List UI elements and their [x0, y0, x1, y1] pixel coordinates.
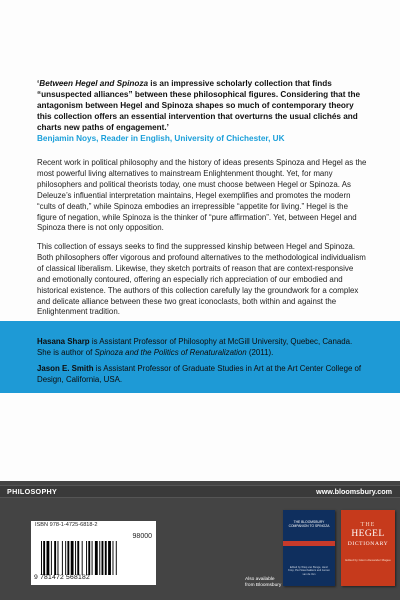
editor-bio-sharp [37, 337, 367, 359]
quote-text: is an impressive scholarly collection that finds “unsuspected alliances” between these philosophical figures. Considering that the antagonism between Hegel and Spinoza shapes so much of contemporary theory this collection offers an essential intervention that overturns the usual clichés and charts new paths of engagement.’ [37, 79, 361, 133]
isbn-text: ISBN 978-1-4725-6818-2 [35, 522, 98, 528]
editor-bio-sharp-end: (2011). [246, 347, 274, 357]
book-cover-editors: Edited by Wiep van Bunge, Henri Krop, Piet Steenbakkers and Jeroen van de Ven [288, 566, 330, 576]
editor-book-title: Spinoza and the Politics of Renaturalization [94, 347, 247, 357]
spinoza-companion-cover [283, 510, 335, 586]
hegel-dictionary-cover [341, 510, 395, 586]
price-code: 98000 [132, 533, 152, 540]
also-available-text: Also available from Bloomsbury [245, 577, 282, 588]
also-available-label [245, 577, 281, 589]
book-cover-title: THE BLOOMSBURY COMPANION TO SPINOZA [288, 520, 330, 529]
book-cover-the: THE [360, 522, 376, 528]
publisher-website: www.bloomsbury.com [316, 487, 392, 496]
book-cover-stripe [283, 541, 335, 546]
quote-attribution: Benjamin Noys, Reader in English, University of Chichester, UK [37, 134, 285, 144]
description-paragraph-1: Recent work in political philosophy and the history of ideas presents Spinoza and Hegel as the most powerful living alternatives to mainstream Enlightenment thought. Yet, for many philosophers and political theorists today, one must choose between Hegel or Spinoza. As Deleuze’s influential interpretation maintains, Hegel exemplifies and promotes the modern “cults of death,” while Spinoza embodies an irrepressible “appetite for living.” Hegel is the figure of negation, while Spinoza is the thinker of “pure affirmation”. Yet, between Hegel and Spinoza there is not only opposition. [37, 158, 367, 233]
editor-name-smith: Jason E. Smith [37, 364, 94, 373]
barcode-panel [31, 521, 156, 585]
editor-bio-smith [37, 364, 367, 386]
endorsement-quote [37, 78, 365, 145]
barcode-digits: 9 781472 568182 [34, 574, 90, 581]
book-cover-hegel: HEGEL [351, 529, 385, 539]
book-cover-dictionary: DICTIONARY [347, 541, 389, 547]
editor-name-sharp: Hasana Sharp [37, 337, 90, 346]
description-paragraph-2: This collection of essays seeks to find the suppressed kinship between Hegel and Spinoza. Both philosophers offer vigorous and profound alternatives to the methodological individualism of classical liberalism. Likewise, they sketch portraits of reason that are context-responsive and emotionally contoured, offering an especially rich appreciation of our embodied and historical existence. The authors of this collection carefully lay the groundwork for a complex and delicate alliance between these two great iconoclasts, both within and against the Enlightenment tradition. [37, 242, 366, 317]
book-cover-editor: Edited by Glenn Alexander Magee [345, 558, 391, 562]
quote-open-mark: ‘ [37, 79, 40, 88]
barcode-graphic [41, 541, 149, 575]
editor-bio-sharp-text: is Assistant Professor of Philosophy at McGill University, Quebec, Canada. She is author of [37, 337, 353, 357]
editor-bio-smith-text: is Assistant Professor of Graduate Studies in Art at the Art Center College of Design, California, USA. [37, 364, 362, 384]
subject-label: PHILOSOPHY [7, 487, 58, 496]
quote-book-title: Between Hegel and Spinoza [39, 79, 149, 88]
